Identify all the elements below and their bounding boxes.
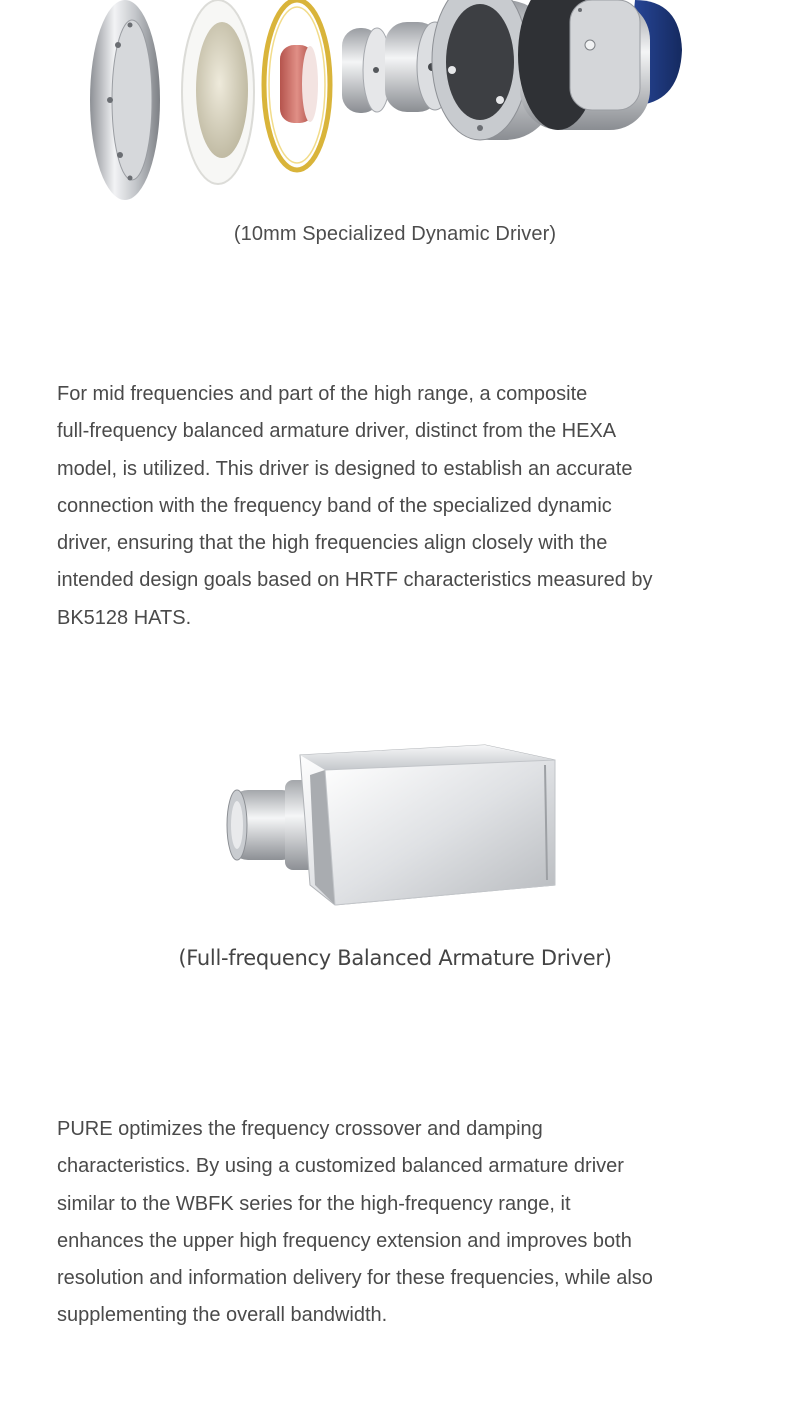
text-line: full-frequency balanced armature driver, distinct from the HEXA: [57, 420, 617, 443]
text-line: model, is utilized. This driver is designed to establish an accurate: [57, 457, 633, 480]
text-line: characteristics. By using a customized balanced armature driver: [57, 1155, 624, 1178]
balanced-armature-caption: (Full-frequency Balanced Armature Driver): [178, 946, 612, 970]
text-line: BK5128 HATS.: [57, 606, 192, 629]
sound-nozzle-part: [227, 780, 315, 870]
dynamic-driver-exploded-illustration: [80, 0, 700, 210]
text-line: resolution and information delivery for these frequencies, while also: [57, 1267, 653, 1290]
balanced-armature-driver-illustration: [215, 735, 575, 915]
text-line: connection with the frequency band of the specialized dynamic: [57, 494, 612, 517]
voice-coil-part: [264, 0, 330, 170]
mid-frequency-description: [57, 376, 717, 637]
pure-crossover-description: [57, 1111, 717, 1335]
front-plate-part: [90, 0, 160, 200]
dynamic-driver-caption: (10mm Specialized Dynamic Driver): [233, 223, 557, 245]
text-line: For mid frequencies and part of the high range, a composite: [57, 383, 588, 405]
armature-body-part: [300, 745, 555, 905]
back-chamber-part: [518, 0, 682, 130]
text-line: PURE optimizes the frequency crossover and damping: [57, 1118, 543, 1140]
text-line: supplementing the overall bandwidth.: [57, 1304, 388, 1327]
magnet-disc-part: [342, 28, 391, 113]
text-line: driver, ensuring that the high frequencies align closely with the: [57, 532, 608, 555]
diaphragm-part: [182, 0, 254, 184]
text-line: enhances the upper high frequency extension and improves both: [57, 1229, 632, 1252]
text-line: similar to the WBFK series for the high-frequency range, it: [57, 1192, 571, 1215]
text-line: intended design goals based on HRTF characteristics measured by: [57, 569, 653, 592]
